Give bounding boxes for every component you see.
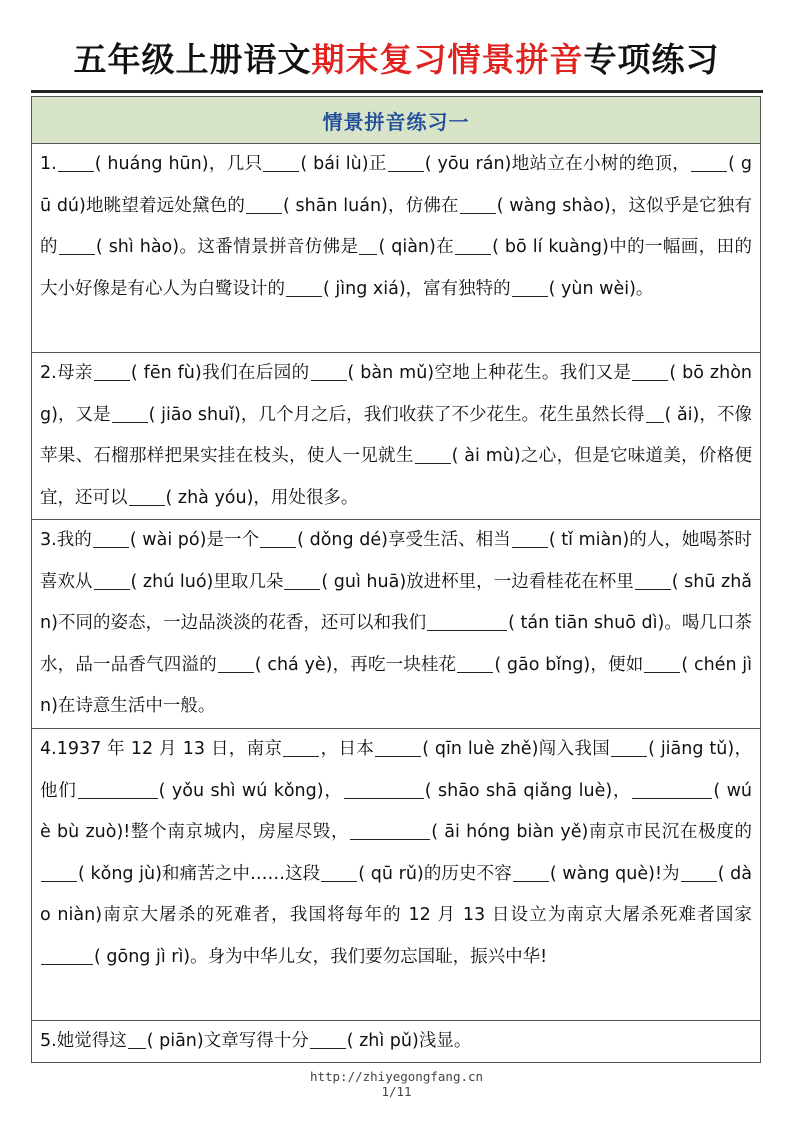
answer-blank[interactable] (513, 863, 549, 882)
question-text: ( dǒng dé)享受生活、相当 (297, 530, 511, 550)
question-text: ( ǎi)，不像苹果、石榴那样把果实挂在枝头，使人一见就生 (40, 404, 752, 466)
answer-blank[interactable] (41, 863, 77, 882)
answer-blank[interactable] (112, 404, 148, 423)
question-text: 1. (40, 154, 57, 174)
question-text: ( jiāo shuǐ)，几个月之后，我们收获了不少花生。花生虽然长得 (148, 404, 645, 425)
title-accent: 期末复习情景拼音 (311, 40, 584, 79)
question-2 (32, 353, 760, 520)
question-text: ( piān)文章写得十分 (146, 1031, 309, 1051)
footer (0, 1069, 793, 1099)
question-4 (32, 729, 760, 1021)
question-text: ( gāo bǐng)，便如 (494, 654, 644, 675)
question-text: ( wàng shào)，这似乎是它独有的 (40, 195, 752, 257)
answer-blank[interactable] (415, 445, 451, 464)
answer-blank[interactable] (460, 195, 496, 214)
question-text: ( bō lí kuàng)中的一幅画，田的大小好像是有心人为白鹭设计的 (40, 237, 752, 299)
question-5 (32, 1021, 760, 1062)
answer-blank[interactable] (359, 236, 377, 255)
question-text: ( shì hào)。这番情景拼音仿佛是 (95, 237, 359, 257)
answer-blank[interactable] (646, 404, 664, 423)
answer-blank[interactable] (94, 571, 130, 590)
question-text: ( fēn fù)我们在后园的 (130, 363, 310, 383)
answer-blank[interactable] (455, 236, 491, 255)
question-text: ( huáng hūn)，几只 (94, 154, 263, 174)
answer-blank[interactable] (344, 780, 424, 799)
answer-blank[interactable] (321, 863, 357, 882)
answer-blank[interactable] (350, 821, 430, 840)
answer-blank[interactable] (129, 487, 165, 506)
answer-blank[interactable] (93, 529, 129, 548)
page-title (0, 38, 793, 82)
question-text: ( guì huā)放进杯里，一边看桂花在杯里 (321, 571, 634, 592)
question-text: ( bō zhòng)，又是 (40, 363, 753, 425)
footer-url[interactable]: http://zhiyegongfang.cn (309, 1069, 484, 1084)
question-text: ( ài mù)之心，但是它味道美，价格便宜，还可以 (40, 446, 752, 508)
answer-blank[interactable] (375, 738, 421, 757)
question-text: ( wàng què)!为 (549, 863, 680, 884)
question-text: ( gū dú)地眺望着远处黛色的 (40, 154, 752, 216)
answer-blank[interactable] (632, 780, 712, 799)
answer-blank[interactable] (94, 362, 130, 381)
answer-blank[interactable] (128, 1030, 146, 1049)
answer-blank[interactable] (512, 529, 548, 548)
question-text: ( shān luán)，仿佛在 (282, 195, 459, 216)
question-text: ( jiāng tǔ)，他们 (40, 739, 752, 801)
answer-blank[interactable] (457, 654, 493, 673)
question-text: ( qū rǔ)的历史不容 (358, 863, 512, 884)
question-text: ( yōu rán)地站立在小树的绝顶， (424, 154, 691, 174)
title-suffix: 专项练习 (583, 40, 720, 79)
answer-blank[interactable] (59, 236, 95, 255)
question-text: ( tǐ miàn)的人，她喝茶时喜欢从 (40, 530, 753, 592)
question-text: ( chá yè)，再吃一块桂花 (254, 654, 457, 675)
question-text: ( bái lù)正 (300, 154, 387, 174)
question-text: 4.1937 年 12 月 13 日，南京 (40, 739, 283, 759)
answer-blank[interactable] (246, 195, 282, 214)
answer-blank[interactable] (41, 946, 93, 965)
question-text: ( wài pó)是一个 (129, 530, 260, 550)
question-text: ( zhà yóu)，用处很多。 (165, 487, 359, 508)
answer-blank[interactable] (283, 738, 319, 757)
answer-blank[interactable] (427, 612, 507, 631)
question-text: ( qiàn)在 (378, 237, 455, 257)
question-3 (32, 520, 760, 729)
question-text: ( dào niàn)南京大屠杀的死难者，我国将每年的 12 月 13 日设立为南京大屠杀死难者国家 (40, 863, 753, 925)
title-underline (31, 90, 763, 93)
question-text: ( qīn luè zhě)闯入我国 (422, 739, 611, 759)
question-text: 3.我的 (40, 530, 92, 550)
question-text: ( kǒng jù)和痛苦之中……这段 (78, 863, 321, 884)
answer-blank[interactable] (260, 529, 296, 548)
page-number: 1/11 (381, 1084, 412, 1099)
answer-blank[interactable] (611, 738, 647, 757)
answer-blank[interactable] (691, 153, 727, 172)
answer-blank[interactable] (644, 654, 680, 673)
answer-blank[interactable] (78, 780, 158, 799)
answer-blank[interactable] (311, 362, 347, 381)
answer-blank[interactable] (388, 153, 424, 172)
question-text: ( zhì pǔ)浅显。 (346, 1031, 472, 1051)
answer-blank[interactable] (263, 153, 299, 172)
section-title: 情景拼音练习一 (32, 97, 760, 144)
answer-blank[interactable] (284, 571, 320, 590)
question-text: ( wú è bù zuò)!整个南京城内，房屋尽毁， (40, 780, 753, 842)
question-text: ( bàn mǔ)空地上种花生。我们又是 (347, 363, 632, 383)
question-text: 5.她觉得这 (40, 1031, 127, 1051)
question-text: ( yǒu shì wú kǒng)， (158, 780, 343, 801)
question-text: ( yùn wèi)。 (548, 278, 654, 299)
question-1 (32, 144, 760, 353)
question-text: ( āi hóng biàn yě)南京市民沉在极度的 (431, 822, 753, 842)
answer-blank[interactable] (286, 278, 322, 297)
exercise-sheet (31, 96, 761, 1063)
answer-blank[interactable] (681, 863, 717, 882)
question-text: ( tán tiān shuō dì)。喝几口茶水，品一品香气四溢的 (40, 613, 752, 675)
question-text: ( zhú luó)里取几朵 (130, 571, 284, 592)
title-prefix: 五年级上册语文 (73, 40, 312, 79)
answer-blank[interactable] (310, 1030, 346, 1049)
answer-blank[interactable] (218, 654, 254, 673)
answer-blank[interactable] (635, 571, 671, 590)
answer-blank[interactable] (512, 278, 548, 297)
question-text: ( shū zhǎn)不同的姿态，一边品淡淡的花香，还可以和我们 (40, 571, 753, 633)
question-text: ( gōng jì rì)。身为中华儿女，我们要勿忘国耻，振兴中华! (94, 946, 548, 967)
question-text: ( shāo shā qiǎng luè)， (424, 780, 632, 801)
question-text: ，日本 (320, 739, 375, 759)
question-text: 2.母亲 (40, 363, 93, 383)
answer-blank[interactable] (58, 153, 94, 172)
answer-blank[interactable] (632, 362, 668, 381)
question-text: ( jìng xiá)，富有独特的 (323, 278, 511, 299)
question-text: ( chén jìn)在诗意生活中一般。 (40, 654, 753, 716)
